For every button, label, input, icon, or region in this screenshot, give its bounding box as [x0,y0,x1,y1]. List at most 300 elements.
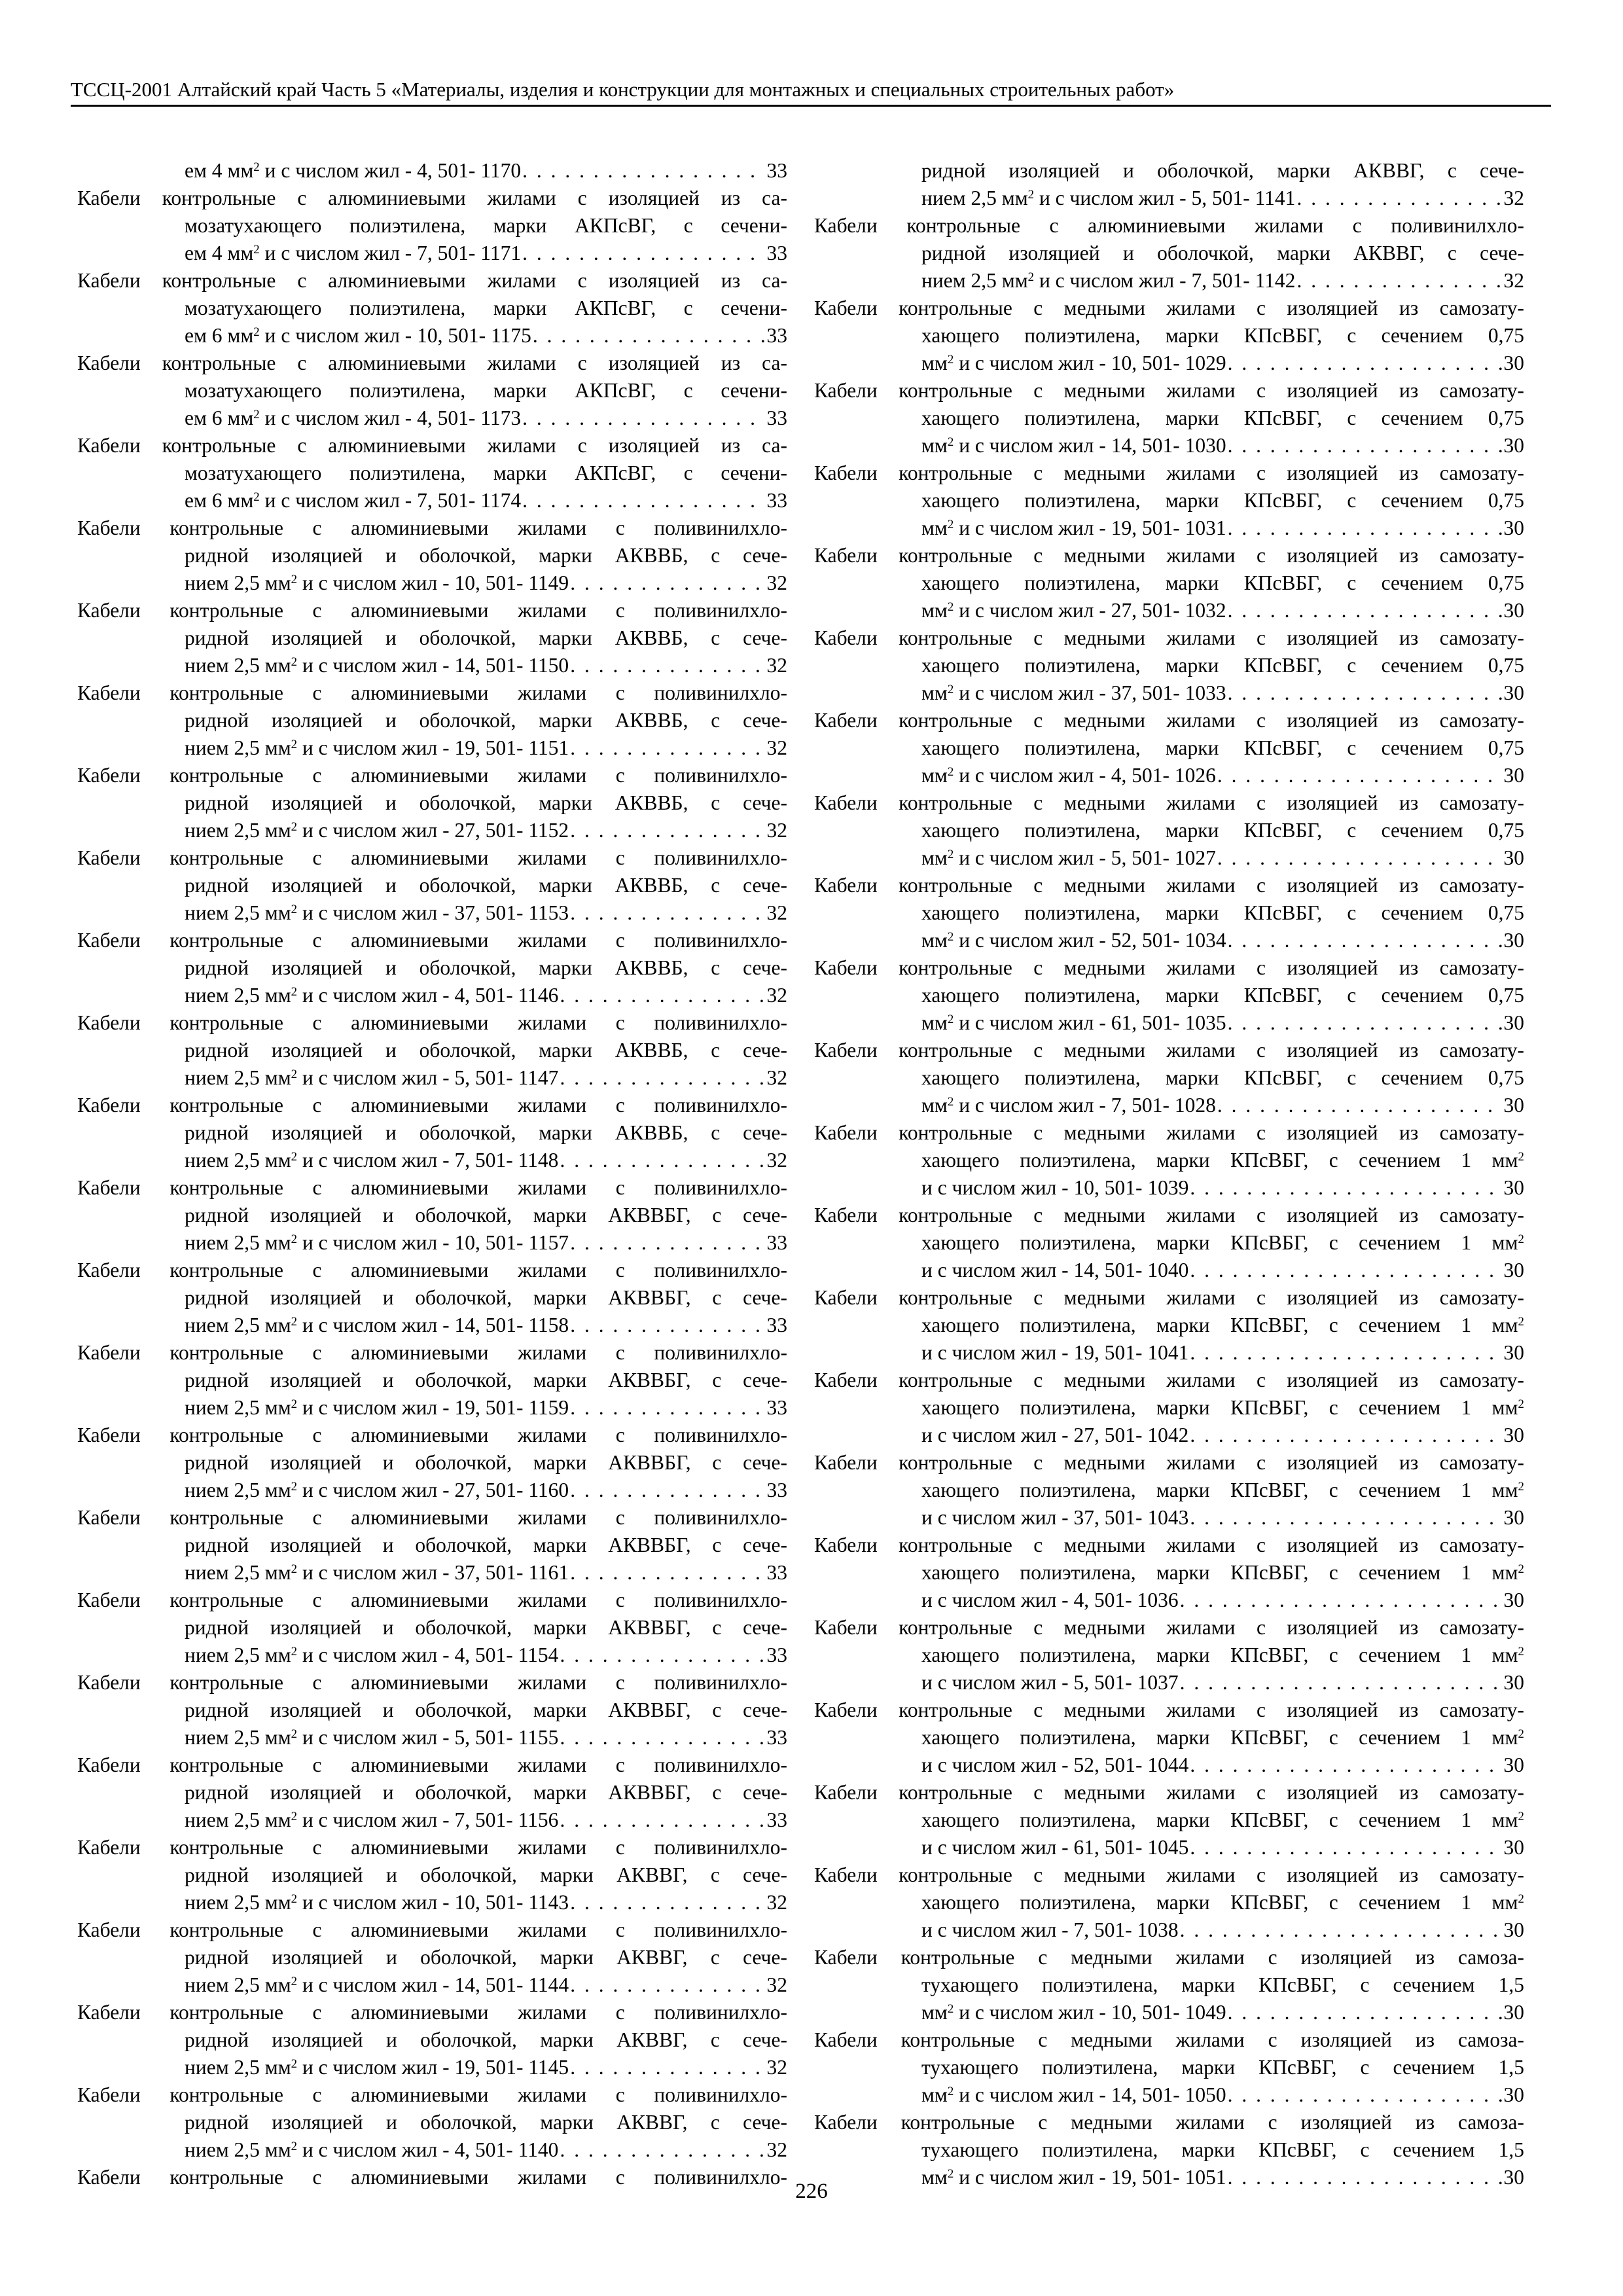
entry-final-line [814,267,1524,295]
entry-title-line: Кабели контрольные с алюминиевыми жилами с поливинилхло- [77,1176,787,1199]
entry-text: мозатухающего полиэтилена, марки АКПсВГ, с сечени- [185,379,787,402]
entry-text [921,1009,1226,1037]
entry-page-number: 32 [766,1066,787,1089]
entry-text [921,1257,1188,1284]
entry-text-part: нием 2,5 мм [185,901,291,924]
unit-superscript: 2 [1518,1479,1524,1494]
entry-page-number: 33 [766,1396,787,1419]
entry-text: ридной изоляцией и оболочкой, марки АКВВГ, с сече- [921,242,1524,264]
index-entry [814,1202,1524,1284]
entry-text-part: мм [921,681,948,704]
entry-text [185,1641,558,1669]
unit-superscript: 2 [1518,1397,1524,1411]
unit-superscript: 2 [947,600,954,614]
entry-title-line: Кабели контрольные с алюминиевыми жилами с поливинилхло- [77,1836,787,1859]
dot-leader [1190,1174,1502,1202]
entry-continuation-line [814,569,1524,597]
entry-text-part: мм [921,434,948,457]
entry-text [921,1587,1179,1614]
entry-text-part: и с числом жил - 10, 501- 1049 [954,2001,1226,2024]
entry-text-part: ем 4 мм [185,159,254,182]
index-entry [77,432,787,514]
dot-leader [560,1806,765,1834]
entry-continuation-line [814,240,1524,267]
unit-superscript: 2 [291,1232,298,1246]
entry-text: ридной изоляцией и оболочкой, марки АКВВГ, с сече- [921,159,1524,182]
entry-final-line [77,240,787,267]
entry-page-number: 32 [766,1973,787,1996]
entry-final-line [814,1916,1524,1944]
entry-final-line [77,1312,787,1339]
entry-text-part: и с числом жил - 14, 501- 1030 [954,434,1226,457]
dot-leader [560,1724,765,1751]
entry-title-line: Кабели контрольные с медными жилами с изоляцией из самозату- [814,1286,1524,1309]
entry-text [185,817,569,844]
entry-page-number: 32 [766,901,787,924]
entry-continuation-line [814,1971,1524,1999]
entry-title-line: Кабели контрольные с алюминиевыми жилами с изоляцией из са- [77,269,787,292]
unit-superscript: 2 [253,490,260,504]
entry-text: хающего полиэтилена, марки КПсВБГ, с сечением 0,75 [921,324,1524,347]
entry-text [185,652,569,679]
unit-superscript: 2 [947,929,954,944]
entry-text [185,240,521,267]
entry-text: тухающего полиэтилена, марки КПсВБГ, с сечением 1,5 [921,2056,1524,2079]
entry-title-line: Кабели контрольные с медными жилами с изоляцией из самозату- [814,1698,1524,1721]
entry-page-number: 30 [1503,1424,1524,1446]
index-entry [77,267,787,350]
index-entry [814,459,1524,542]
entry-final-line [77,404,787,432]
entry-text-part: и с числом жил - 4, 501- 1170 [259,159,522,182]
entry-text-part: и с числом жил - 61, 501- 1035 [954,1011,1226,1034]
dot-leader [570,1312,765,1339]
entry-final-line [814,185,1524,212]
entry-text [921,1504,1188,1532]
entry-page-number: 30 [1503,434,1524,457]
entry-text-part: и с числом жил - 10, 501- 1175 [259,324,531,347]
entry-text: ридной изоляцией и оболочкой, марки АКВВБ, с сече- [185,626,787,649]
entry-continuation-line [77,1449,787,1477]
index-entry [77,762,787,844]
entry-text-part: и с числом жил - 7, 501- 1028 [954,1094,1216,1117]
entry-text-part: и с числом жил - 37, 501- 1153 [297,901,569,924]
entry-page-number: 33 [766,1231,787,1254]
entry-continuation-line [77,377,787,404]
dot-leader [1190,1751,1502,1779]
unit-superscript: 2 [1518,1562,1524,1576]
unit-superscript: 2 [291,902,298,916]
entry-text-part: и с числом жил - 10, 501- 1157 [297,1231,569,1254]
entry-final-line [77,569,787,597]
dot-leader [560,1064,765,1092]
entry-text: ридной изоляцией и оболочкой, марки АКВВБ, с сече- [185,874,787,897]
entry-text: ридной изоляцией и оболочкой, марки АКВВБ, с сече- [185,956,787,979]
index-entry [77,927,787,1009]
dot-leader [570,1229,765,1257]
entry-continuation-line [814,1641,1524,1669]
entry-text-part: и с числом жил - 10, 501- 1029 [954,351,1226,374]
entry-text [921,1669,1179,1696]
entry-text-part: нием 2,5 мм [185,1231,291,1254]
index-entry [77,1092,787,1174]
entry-page-number: 30 [1503,1259,1524,1282]
entry-continuation-line [77,2026,787,2054]
entry-title-line: Кабели контрольные с медными жилами с изоляцией из самозату- [814,874,1524,897]
entry-text-part: нием 2,5 мм [185,2138,291,2161]
entry-text [921,927,1226,954]
dot-leader [570,1394,765,1422]
entry-page-number: 30 [1503,1341,1524,1364]
entry-title-line: Кабели контрольные с алюминиевыми жилами с поливинилхло- [77,1341,787,1364]
entry-continuation-line [77,707,787,734]
entry-continuation-line [814,1724,1524,1751]
entry-text [921,597,1226,624]
entry-text-part: нием 2,5 мм [185,1643,291,1666]
entry-text [185,2136,558,2164]
entry-text [921,1339,1188,1367]
index-entry [814,1119,1524,1202]
entry-title-line: Кабели контрольные с медными жилами с изоляцией из самозату- [814,1369,1524,1391]
entry-text [185,734,569,762]
entry-page-number: 33 [766,1479,787,1501]
entry-text [185,2054,569,2081]
entry-text: ридной изоляцией и оболочкой, марки АКВВГ, с сече- [185,2028,787,2051]
entry-page-number: 30 [1503,2083,1524,2106]
entry-title-line: Кабели контрольные с медными жилами с изоляцией из самозату- [814,1121,1524,1144]
dot-leader [1228,1999,1503,2026]
entry-title-line: Кабели контрольные с алюминиевыми жилами с изоляцией из са- [77,187,787,209]
entry-final-line [77,1806,787,1834]
entry-text [921,185,1295,212]
running-header: ТССЦ-2001 Алтайский край Часть 5 «Материалы, изделия и конструкции для монтажных и специальных строительных работ» [71,78,1175,101]
index-entry [814,2026,1524,2109]
entry-page-number: 30 [1503,1094,1524,1117]
entry-text-part: нием 2,5 мм [185,2056,291,2079]
entry-text: ридной изоляцией и оболочкой, марки АКВВБГ, с сече- [185,1286,787,1309]
entry-text: ридной изоляцией и оболочкой, марки АКВВБГ, с сече- [185,1369,787,1391]
dot-leader [1296,185,1502,212]
dot-leader [570,734,765,762]
unit-superscript: 2 [291,1892,298,1906]
entry-text: хающего полиэтилена, марки КПсВБГ, с сечением 0,75 [921,901,1524,924]
entry-continuation-line [77,542,787,569]
entry-text [921,679,1226,707]
entry-final-line [77,817,787,844]
entry-title-line: Кабели контрольные с медными жилами с изоляцией из самоза- [814,1946,1524,1969]
dot-leader [1228,432,1503,459]
unit-superscript: 2 [253,325,260,339]
entry-text-part: и с числом жил - 10, 501- 1149 [297,571,569,594]
entry-final-line [814,1504,1524,1532]
entry-final-line [814,2081,1524,2109]
unit-superscript: 2 [947,764,954,779]
entry-final-line [814,1009,1524,1037]
entry-text: ридной изоляцией и оболочкой, марки АКВВБГ, с сече- [185,1698,787,1721]
entry-text: ридной изоляцией и оболочкой, марки АКВВБГ, с сече- [185,1534,787,1556]
entry-continuation-line [814,899,1524,927]
entry-continuation-line [77,954,787,982]
entry-text [185,1312,569,1339]
entry-text [921,1092,1216,1119]
unit-superscript: 2 [291,819,298,834]
unit-superscript: 2 [947,435,954,449]
entry-final-line [814,1669,1524,1696]
entry-text-part: нием 2,5 мм [185,1066,291,1089]
entry-continuation-line [77,459,787,487]
entry-text-part: и с числом жил - 37, 501- 1161 [297,1561,569,1584]
dot-leader [570,1559,765,1587]
entry-final-line [77,1477,787,1504]
entry-page-number: 33 [766,324,787,347]
dot-leader [1190,1834,1502,1861]
index-entry [814,1861,1524,1944]
unit-superscript: 2 [291,1314,298,1329]
entry-page-number: 32 [766,571,787,594]
entry-text: ридной изоляцией и оболочкой, марки АКВВБ, с сече- [185,1039,787,1062]
entry-final-line [814,432,1524,459]
index-entry [77,1339,787,1422]
entry-text [185,1147,558,1174]
entry-page-number: 32 [1503,187,1524,209]
entry-text [921,1174,1188,1202]
entry-title-line: Кабели контрольные с медными жилами с изоляцией из самозату- [814,296,1524,319]
entry-text-part: нием 2,5 мм [185,1561,291,1584]
index-entry [77,1009,787,1092]
index-entry [814,954,1524,1037]
unit-superscript: 2 [291,1727,298,1741]
entry-text: хающего полиэтилена, марки КПсВБГ, с сечением 1 мм [921,1808,1518,1831]
entry-text-part: и с числом жил - 27, 501- 1152 [297,819,569,842]
dot-leader [1228,679,1503,707]
entry-text [185,404,521,432]
entry-page-number: 32 [766,1149,787,1172]
entry-text-part: мм [921,599,948,622]
entry-text-part: мм [921,764,948,787]
entry-final-line [814,1422,1524,1449]
unit-superscript: 2 [1027,187,1035,202]
entry-text: хающего полиэтилена, марки КПсВБГ, с сечением 1 мм [921,1479,1518,1501]
entry-text-part: и с числом жил - 37, 501- 1033 [954,681,1226,704]
entry-title-line: Кабели контрольные с алюминиевыми жилами с поливинилхло- [77,681,787,704]
header-rule [71,105,1551,107]
entry-page-number: 30 [1503,846,1524,869]
entry-page-number: 30 [1503,1588,1524,1611]
unit-superscript: 2 [947,2084,954,2098]
entry-final-line [77,652,787,679]
unit-superscript: 2 [291,1562,298,1576]
entry-title-line: Кабели контрольные с медными жилами с изоляцией из самозату- [814,709,1524,732]
index-entry [814,1449,1524,1532]
entry-text-part: мм [921,2083,948,2106]
unit-superscript: 2 [253,242,260,257]
index-entry [814,157,1524,212]
entry-page-number: 33 [766,1314,787,1336]
entry-text: хающего полиэтилена, марки КПсВБГ, с сечением 1 мм [921,1231,1518,1254]
entry-text: хающего полиэтилена, марки КПсВБГ, с сечением 0,75 [921,654,1524,677]
entry-text: тухающего полиэтилена, марки КПсВБГ, с сечением 1,5 [921,2138,1524,2161]
entry-text: ридной изоляцией и оболочкой, марки АКВВБГ, с сече- [185,1204,787,1227]
entry-page-number: 30 [1503,516,1524,539]
dot-leader [570,1889,765,1916]
entry-page-number: 32 [766,984,787,1007]
entry-continuation-line [814,652,1524,679]
entry-title-line: Кабели контрольные с алюминиевыми жилами с поливинилхло- [77,2001,787,2024]
entry-continuation-line [77,1202,787,1229]
unit-superscript: 2 [947,682,954,696]
dot-leader [570,817,765,844]
entry-text [185,487,521,514]
dot-leader [570,1477,765,1504]
entry-text: мозатухающего полиэтилена, марки АКПсВГ, с сечени- [185,461,787,484]
entry-title-line: Кабели контрольные с алюминиевыми жилами с поливинилхло- [77,1011,787,1034]
entry-continuation-line [814,817,1524,844]
entry-text-part: и с числом жил - 7, 501- 1148 [297,1149,559,1172]
unit-superscript: 2 [291,2139,298,2153]
entry-continuation-line [77,1861,787,1889]
entry-title-line: Кабели контрольные с алюминиевыми жилами с поливинилхло- [77,1424,787,1446]
entry-title-line: Кабели контрольные с алюминиевыми жилами с поливинилхло- [814,214,1524,237]
entry-page-number: 32 [766,819,787,842]
entry-text: ридной изоляцией и оболочкой, марки АКВВБ, с сече- [185,791,787,814]
entry-page-number: 33 [766,489,787,512]
entry-text-part: и с числом жил - 27, 501- 1042 [921,1424,1189,1446]
entry-page-number: 30 [1503,929,1524,952]
entry-text-part: и с числом жил - 4, 501- 1146 [297,984,559,1007]
entry-final-line [77,2054,787,2081]
entry-text: хающего полиэтилена, марки КПсВБГ, с сечением 0,75 [921,819,1524,842]
entry-text-part: и с числом жил - 5, 501- 1141 [1034,187,1296,209]
entry-continuation-line [814,1312,1524,1339]
entry-text-part: ем 6 мм [185,324,254,347]
entry-text-part: и с числом жил - 5, 501- 1155 [297,1726,559,1749]
entry-final-line [77,1724,787,1751]
unit-superscript: 2 [291,737,298,751]
dot-leader [522,157,765,185]
index-entry [814,1614,1524,1696]
unit-superscript: 2 [291,1149,298,1164]
dot-leader [560,2136,765,2164]
index-entry [814,542,1524,624]
entry-continuation-line [814,487,1524,514]
unit-superscript: 2 [253,407,260,422]
entry-final-line [77,157,787,185]
entry-continuation-line [814,1064,1524,1092]
entry-text [185,1229,569,1257]
entry-final-line [814,1587,1524,1614]
entry-text-part: мм [921,2166,948,2189]
unit-superscript: 2 [1518,1149,1524,1164]
entry-text-part: нием 2,5 мм [185,1973,291,1996]
entry-page-number: 33 [766,159,787,182]
dot-leader [570,652,765,679]
index-entry [77,1751,787,1834]
entry-page-number: 30 [1503,2166,1524,2189]
entry-title-line: Кабели контрольные с алюминиевыми жилами с поливинилхло- [77,1918,787,1941]
entry-page-number: 32 [766,2056,787,2079]
entry-title-line: Кабели контрольные с алюминиевыми жилами с поливинилхло- [77,929,787,952]
entry-title-line: Кабели контрольные с алюминиевыми жилами с изоляцией из са- [77,434,787,457]
entry-text [185,569,569,597]
entry-continuation-line [77,1037,787,1064]
entry-text-part: нием 2,5 мм [185,1808,291,1831]
entry-text-part: и с числом жил - 4, 501- 1173 [259,406,522,429]
entry-text: хающего полиэтилена, марки КПсВБГ, с сечением 1 мм [921,1643,1518,1666]
unit-superscript: 2 [1518,1232,1524,1246]
index-entry [77,1916,787,1999]
index-entry [77,1587,787,1669]
index-entry [814,1944,1524,2026]
dot-leader [1296,267,1502,295]
entry-continuation-line [77,624,787,652]
entry-text [185,982,558,1009]
entry-text-part: и с числом жил - 4, 501- 1140 [297,2138,559,2161]
entry-text [921,1751,1188,1779]
entry-title-line: Кабели контрольные с медными жилами с изоляцией из самоза- [814,2028,1524,2051]
entry-text [921,1834,1188,1861]
entry-text-part: и с числом жил - 52, 501- 1044 [921,1753,1189,1776]
entry-final-line [77,1229,787,1257]
unit-superscript: 2 [947,517,954,531]
dot-leader [522,404,765,432]
entry-final-line [77,1064,787,1092]
unit-superscript: 2 [1518,1727,1524,1741]
index-entry [814,1284,1524,1367]
entry-text-part: нием 2,5 мм [185,1726,291,1749]
dot-leader [560,1147,765,1174]
entry-continuation-line [814,1229,1524,1257]
entry-continuation-line [77,295,787,322]
index-entry [814,1367,1524,1449]
entry-text [185,1806,558,1834]
entry-page-number: 30 [1503,1753,1524,1776]
entry-text-part: нием 2,5 мм [185,571,291,594]
index-entry [77,1257,787,1339]
page-number: 226 [795,2179,828,2203]
entry-page-number: 33 [766,242,787,264]
entry-text [921,2081,1226,2109]
dot-leader [1228,514,1503,542]
entry-text [185,1559,569,1587]
entry-text [921,514,1226,542]
entry-title-line: Кабели контрольные с медными жилами с изоляцией из самозату- [814,956,1524,979]
unit-superscript: 2 [291,1397,298,1411]
entry-title-line: Кабели контрольные с алюминиевыми жилами с поливинилхло- [77,1506,787,1529]
dot-leader [1217,762,1503,789]
index-entry [77,1834,787,1916]
entry-text: хающего полиэтилена, марки КПсВБГ, с сечением 1 мм [921,1561,1518,1584]
entry-final-line [814,597,1524,624]
entry-text: ридной изоляцией и оболочкой, марки АКВВБГ, с сече- [185,1616,787,1639]
entry-page-number: 32 [766,2138,787,2161]
index-entry [814,212,1524,295]
entry-text-part: мм [921,929,948,952]
entry-final-line [814,1257,1524,1284]
dot-leader [1228,350,1503,377]
entry-text [921,1916,1179,1944]
entry-text-part: нием 2,5 мм [185,1396,291,1419]
entry-text-part: нием 2,5 мм [921,187,1028,209]
entry-text [185,1889,569,1916]
entry-text-part: нием 2,5 мм [185,736,291,759]
entry-title-line: Кабели контрольные с алюминиевыми жилами с поливинилхло- [77,764,787,787]
index-entry [814,377,1524,459]
index-entry [77,597,787,679]
index-entry [77,514,787,597]
entry-final-line [77,1971,787,1999]
dot-leader [570,569,765,597]
entry-text: хающего полиэтилена, марки КПсВБГ, с сечением 0,75 [921,984,1524,1007]
